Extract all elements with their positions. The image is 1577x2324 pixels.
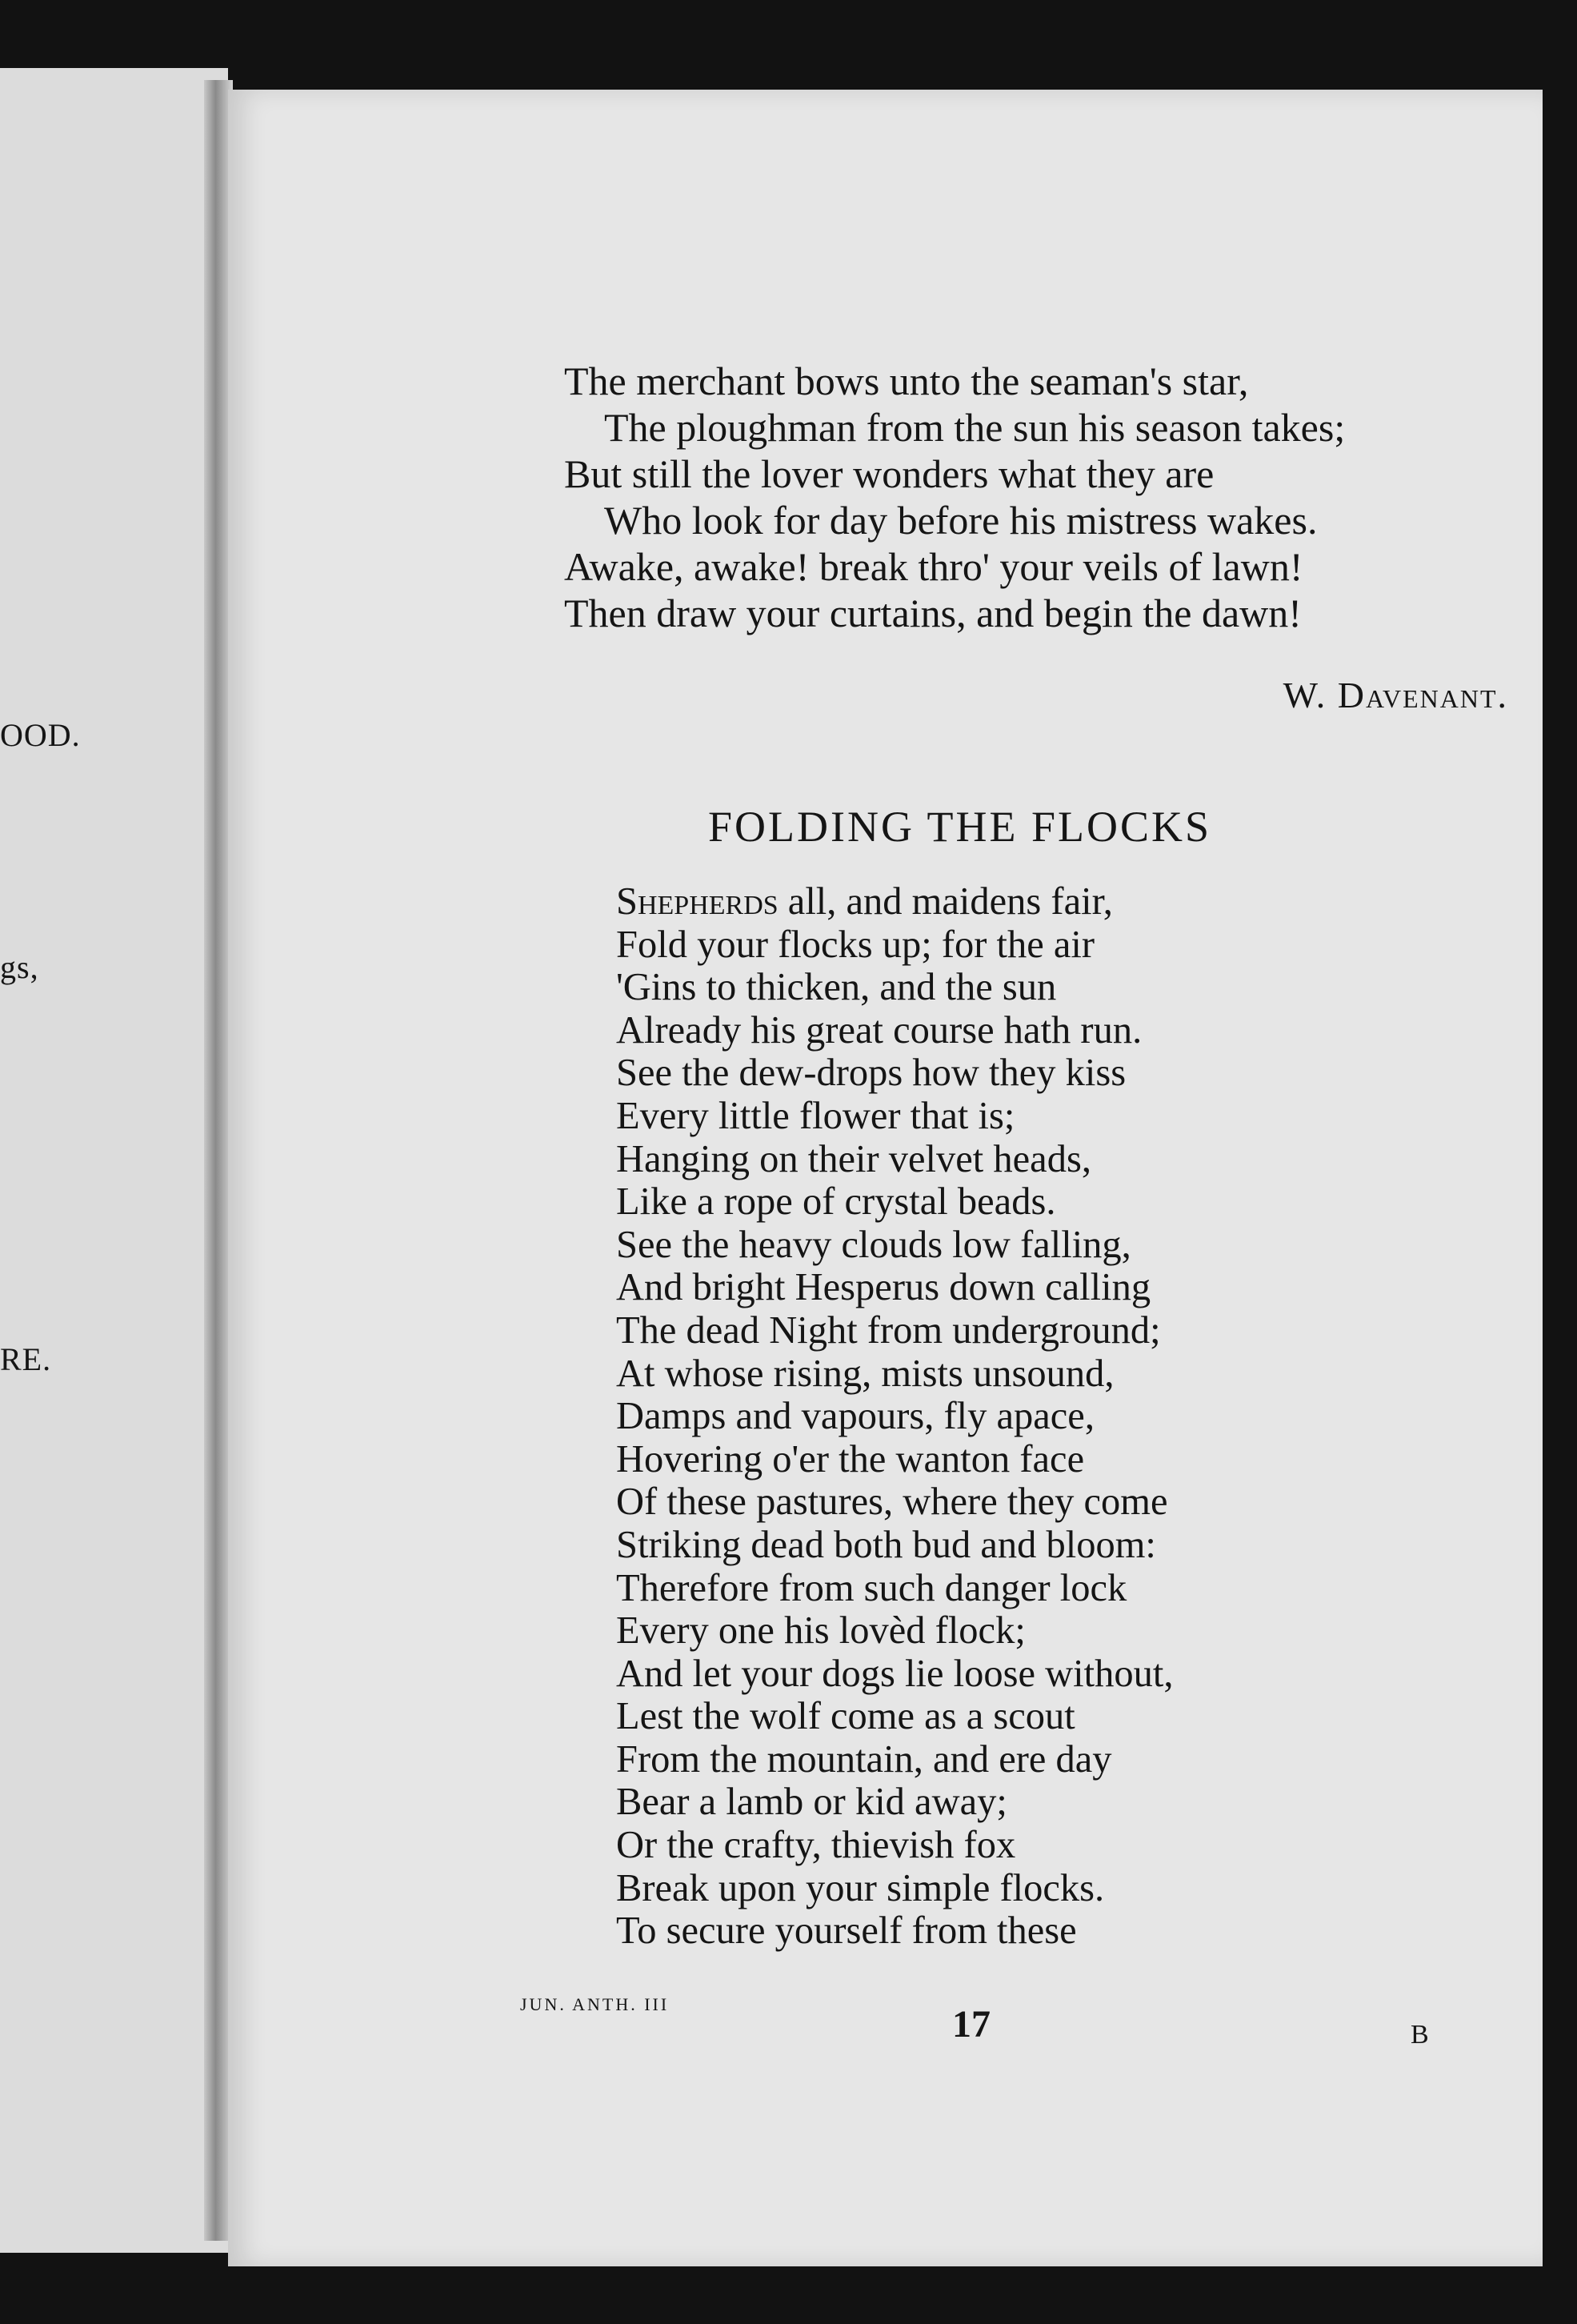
stanza-line: Then draw your curtains, and begin the dawn!	[564, 591, 1302, 635]
stanza-line: Awake, awake! break thro' your veils of lawn!	[564, 544, 1303, 589]
poem-line: Every one his lovèd flock;	[616, 1609, 1026, 1653]
poem-line: Lest the wolf come as a scout	[616, 1695, 1075, 1738]
poem-body	[616, 880, 1456, 1953]
poem-line: Hanging on their velvet heads,	[616, 1137, 1091, 1180]
poem-line: Already his great course hath run.	[616, 1008, 1143, 1052]
page-number: 17	[952, 2003, 991, 2046]
poem-line: The dead Night from underground;	[616, 1308, 1161, 1352]
poem-line: Therefore from such danger lock	[616, 1566, 1127, 1609]
stanza-line: The merchant bows unto the seaman's star,	[564, 359, 1249, 403]
poem-line: Of these pastures, where they come	[616, 1481, 1168, 1524]
poem-line: See the heavy clouds low falling,	[616, 1223, 1131, 1266]
poem-line: Damps and vapours, fly apace,	[616, 1395, 1095, 1438]
poem-first-word: Shepherds	[616, 880, 778, 923]
stanza-line: The ploughman from the sun his season takes;	[604, 405, 1346, 450]
poem-line	[616, 880, 1456, 924]
poem-first-line-rest: all, and maidens fair,	[778, 880, 1113, 923]
poem-line: From the mountain, and ere day	[616, 1737, 1112, 1781]
poem-line: Break upon your simple flocks.	[616, 1866, 1105, 1909]
poem-line: Like a rope of crystal beads.	[616, 1180, 1056, 1224]
poem-line: And bright Hesperus down calling	[616, 1266, 1151, 1309]
poem-line: Striking dead both bud and bloom:	[616, 1523, 1156, 1566]
left-page	[0, 68, 228, 2253]
poem-line: Hovering o'er the wanton face	[616, 1437, 1085, 1481]
author-attribution: W. Davenant.	[1283, 675, 1508, 715]
poem-line: Every little flower that is;	[616, 1094, 1015, 1137]
poem-line: Fold your flocks up; for the air	[616, 923, 1095, 966]
poem-line: 'Gins to thicken, and the sun	[616, 966, 1057, 1009]
poem-line: To secure yourself from these	[616, 1909, 1077, 1953]
stanza-line: But still the lover wonders what they are	[564, 451, 1215, 496]
poem-line: At whose rising, mists unsound,	[616, 1352, 1115, 1395]
left-page-fragment: RE.	[0, 1341, 52, 1377]
gathering-letter: B	[1411, 2020, 1429, 2050]
poem-line: And let your dogs lie loose without,	[616, 1652, 1174, 1695]
opening-stanza	[564, 358, 1577, 636]
right-page	[228, 90, 1543, 2266]
poem-line: Or the crafty, thievish fox	[616, 1824, 1016, 1867]
signature-mark: JUN. ANTH. III	[520, 1994, 670, 2014]
poem-line: See the dew-drops how they kiss	[616, 1052, 1127, 1095]
left-page-fragment: gs,	[0, 949, 39, 985]
left-page-fragment: OOD.	[0, 717, 81, 753]
poem-title: FOLDING THE FLOCKS	[708, 803, 1212, 851]
poem-line: Bear a lamb or kid away;	[616, 1781, 1007, 1824]
stanza-line: Who look for day before his mistress wakes.	[604, 498, 1318, 543]
